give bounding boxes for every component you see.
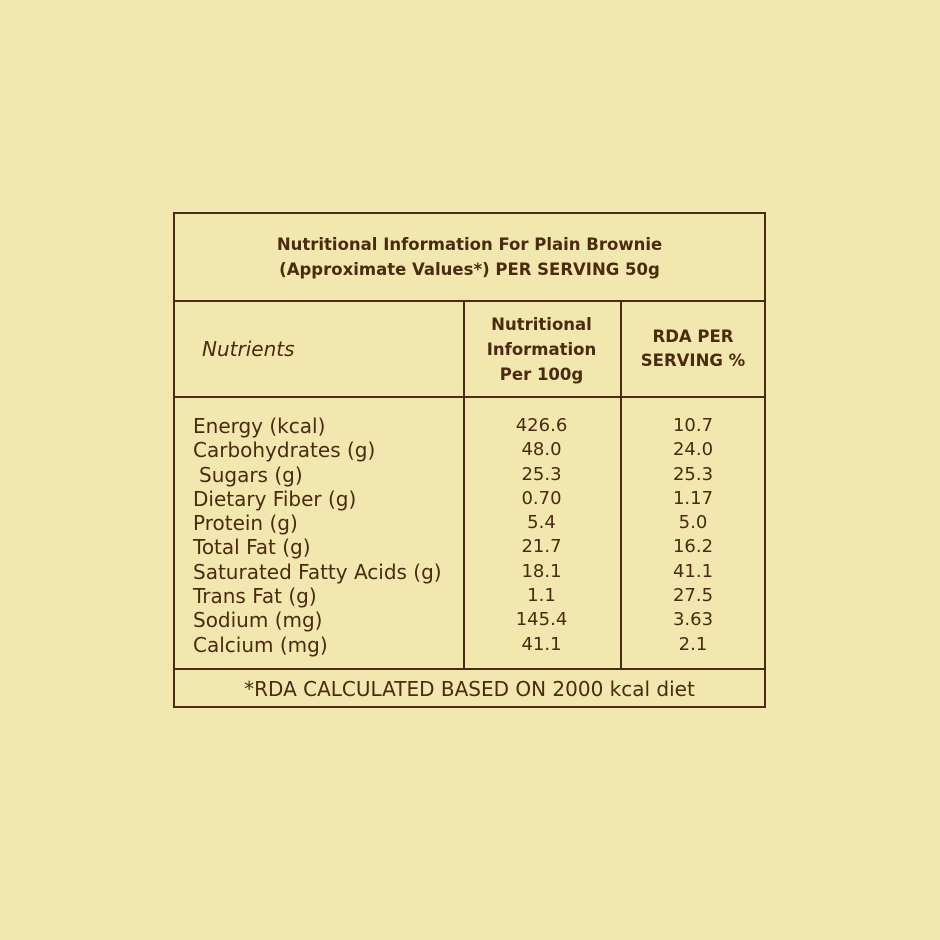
- value-per-100g: 5.4: [527, 512, 556, 534]
- nutrient-name: Saturated Fatty Acids (g): [193, 559, 442, 584]
- rda-footnote: *RDA CALCULATED BASED ON 2000 kcal diet: [175, 668, 764, 708]
- value-rda: 1.17: [672, 487, 714, 509]
- value-rda: 10.7: [672, 415, 714, 436]
- value-rda: 3.63: [672, 609, 714, 631]
- value-per-100g: 41.1: [521, 633, 562, 655]
- nutrient-name: Energy (kcal): [193, 414, 326, 438]
- header-per-100g-line-2: Information: [486, 339, 597, 359]
- value-per-100g: 1.1: [527, 585, 556, 607]
- nutrient-name: Sodium (mg): [193, 608, 323, 633]
- table-row: [175, 463, 764, 487]
- table-row: [175, 584, 764, 608]
- table-row: [175, 560, 764, 584]
- title-line-1: Nutritional Information For Plain Brownie: [276, 235, 663, 254]
- table-body: [175, 414, 764, 657]
- value-per-100g: 426.6: [515, 415, 568, 436]
- nutrient-name: Calcium (mg): [193, 632, 328, 657]
- nutrient-name: Trans Fat (g): [193, 584, 317, 609]
- value-rda: 2.1: [678, 633, 708, 655]
- value-rda: 16.2: [672, 536, 714, 558]
- value-rda: 24.0: [672, 439, 714, 461]
- value-rda: 25.3: [672, 463, 714, 485]
- column-header-row: [175, 302, 764, 398]
- nutrient-name: Carbohydrates (g): [193, 438, 376, 463]
- table-row: [175, 414, 764, 438]
- nutrient-name: Dietary Fiber (g): [193, 486, 357, 511]
- header-per-100g-line-1: Nutritional: [491, 314, 592, 334]
- table-row: [175, 438, 764, 462]
- value-per-100g: 18.1: [521, 560, 562, 582]
- table-row: [175, 633, 764, 657]
- table-row: [175, 608, 764, 632]
- value-per-100g: 48.0: [521, 439, 562, 461]
- nutrient-name: Protein (g): [193, 511, 298, 536]
- nutrition-table: [173, 212, 766, 708]
- value-per-100g: 145.4: [515, 609, 568, 631]
- value-per-100g: 0.70: [521, 487, 562, 509]
- table-row: [175, 535, 764, 559]
- header-per-100g-line-3: Per 100g: [499, 364, 584, 384]
- value-rda: 41.1: [672, 560, 714, 582]
- table-row: [175, 487, 764, 511]
- header-rda-line-1: RDA PER: [652, 327, 734, 346]
- table-title: [175, 214, 764, 302]
- nutrient-name: Sugars (g): [199, 462, 303, 487]
- nutrient-name: Total Fat (g): [193, 535, 311, 560]
- value-per-100g: 21.7: [521, 536, 562, 558]
- header-rda: [620, 302, 766, 396]
- title-line-2: (Approximate Values*) PER SERVING 50g: [279, 260, 660, 279]
- value-per-100g: 25.3: [521, 463, 562, 485]
- table-row: [175, 511, 764, 535]
- header-nutrients: Nutrients: [202, 337, 295, 361]
- value-rda: 27.5: [672, 585, 714, 607]
- header-rda-line-2: SERVING %: [640, 351, 746, 370]
- header-per-100g: [463, 302, 620, 396]
- value-rda: 5.0: [678, 512, 708, 534]
